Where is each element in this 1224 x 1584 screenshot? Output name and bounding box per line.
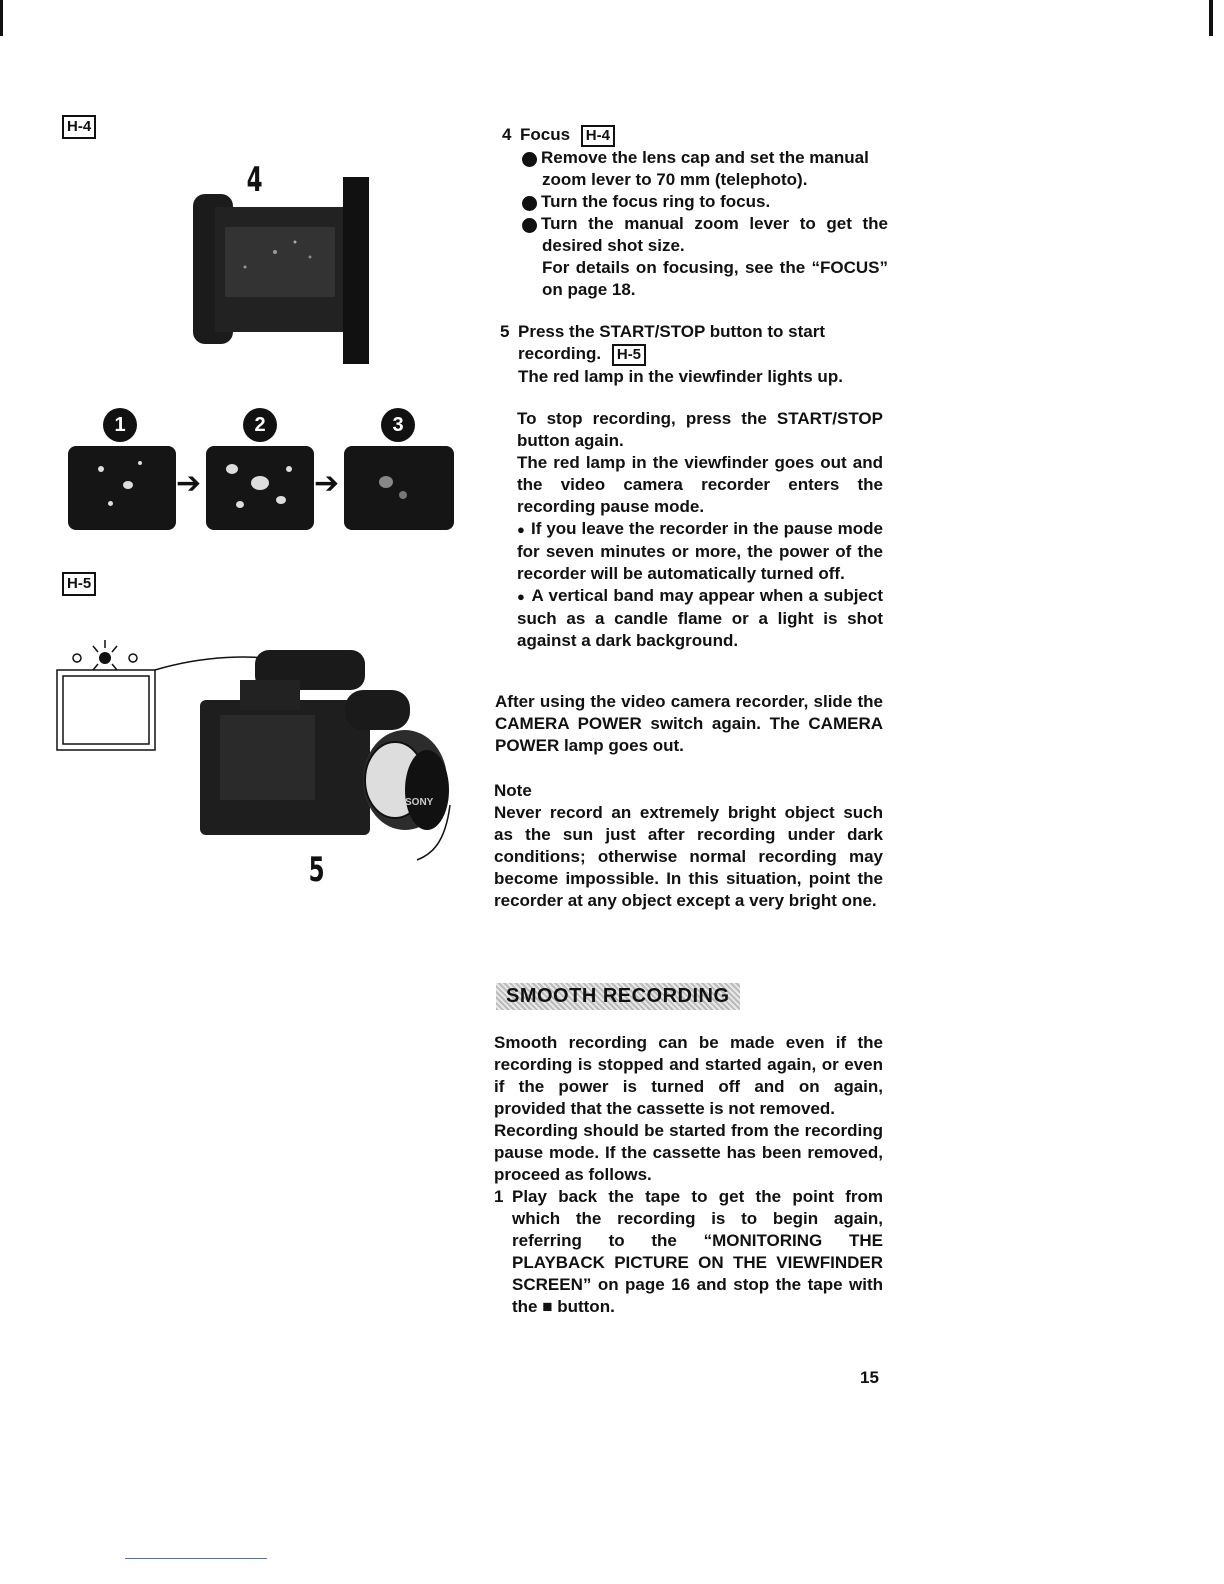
figure-h5-number: 5: [308, 850, 325, 890]
smooth-step-text: Play back the tape to get the point from which the recording is to begin again, referring to the “MONITORING THE PLAYBACK PICTURE ON THE VIEWFINDER SCREEN” on page 16 and stop the tape with the ■ button.: [512, 1187, 883, 1316]
page-number: 15: [860, 1368, 879, 1387]
page-edge-mark: [0, 0, 3, 36]
focus-ref-label: H-4: [581, 125, 615, 147]
sequence-mark-3: 3: [381, 408, 415, 442]
step-marker: 1: [522, 152, 537, 167]
smooth-step-1: [494, 1186, 883, 1318]
stop-recording-section: [517, 408, 883, 652]
bullet-pause-mode: ● If you leave the recorder in the pause mode for seven minutes or more, the power of the recorder will be automatically turned off.: [517, 518, 883, 585]
arrow-icon: ➔: [314, 467, 340, 500]
record-lamp-text: The red lamp in the viewfinder lights up.: [518, 367, 843, 386]
smooth-recording-heading: SMOOTH RECORDING: [496, 983, 740, 1010]
smooth-recording-section: [494, 1032, 883, 1318]
after-use-para: After using the video camera recorder, slide the CAMERA POWER switch again. The CAMERA POWER lamp goes out.: [495, 692, 883, 755]
focus-step-1: 1 Remove the lens cap and set the manual zoom lever to 70 mm (telephoto).: [516, 148, 869, 189]
bullet-vertical-band: ● A vertical band may appear when a subject such as a candle flame or a light is shot against a dark background.: [517, 585, 883, 652]
focus-photo-zoomed: [344, 446, 454, 530]
sequence-mark-1: 1: [103, 408, 137, 442]
camera-illustration: [55, 630, 475, 890]
focus-photo-blurred: [68, 446, 176, 530]
smooth-para-2: Recording should be started from the recording pause mode. If the cassette has been removed, proceed as follows.: [494, 1121, 883, 1184]
figure-label-h4: H-4: [62, 115, 96, 139]
figure-label-h5: H-5: [62, 572, 96, 596]
step-number: 4: [502, 125, 512, 144]
note-title: Note: [494, 781, 532, 800]
arrow-icon: ➔: [176, 467, 202, 500]
focus-section: [502, 124, 888, 301]
sequence-mark-2: 2: [243, 408, 277, 442]
note-section: [494, 780, 883, 912]
step-marker: 2: [522, 196, 537, 211]
focus-step-2: 2 Turn the focus ring to focus.: [516, 192, 771, 211]
stop-result-para: The red lamp in the viewfinder goes out and the video camera recorder enters the recording pause mode.: [517, 453, 883, 516]
stop-recording-label: To stop recording,: [517, 409, 676, 428]
step-number: 5: [500, 322, 510, 341]
focus-photo-sharp: [206, 446, 314, 530]
camera-brand-text: SONY: [405, 797, 434, 808]
note-text: Never record an extremely bright object such as the sun just after recording under dark conditions; otherwise normal recording may become impossible. In this situation, point the recorder at any object except a very bright one.: [494, 803, 883, 910]
record-title: Press the START/STOP button to start recording.: [518, 322, 825, 363]
step-number: 1: [494, 1187, 504, 1206]
bottom-rule: [125, 1558, 267, 1559]
smooth-para-1: Smooth recording can be made even if the recording is stopped and started again, or even if the power is turned off and on again, provided that the cassette is not removed.: [494, 1033, 883, 1118]
record-section: [500, 321, 888, 388]
page-edge-mark-right: [1209, 0, 1213, 36]
stop-recording-para: To stop recording, press the START/STOP button again.: [517, 409, 883, 450]
focus-title: Focus: [520, 125, 571, 144]
focus-details: For details on focusing, see the “FOCUS” on page 18.: [542, 258, 888, 299]
focus-step-3: 3 Turn the manual zoom lever to get the desired shot size.: [516, 214, 888, 255]
step-marker: 3: [522, 218, 537, 233]
record-ref-label: H-5: [612, 344, 646, 366]
lens-photo: [185, 172, 375, 364]
figure-h4-number: 4: [246, 160, 263, 200]
